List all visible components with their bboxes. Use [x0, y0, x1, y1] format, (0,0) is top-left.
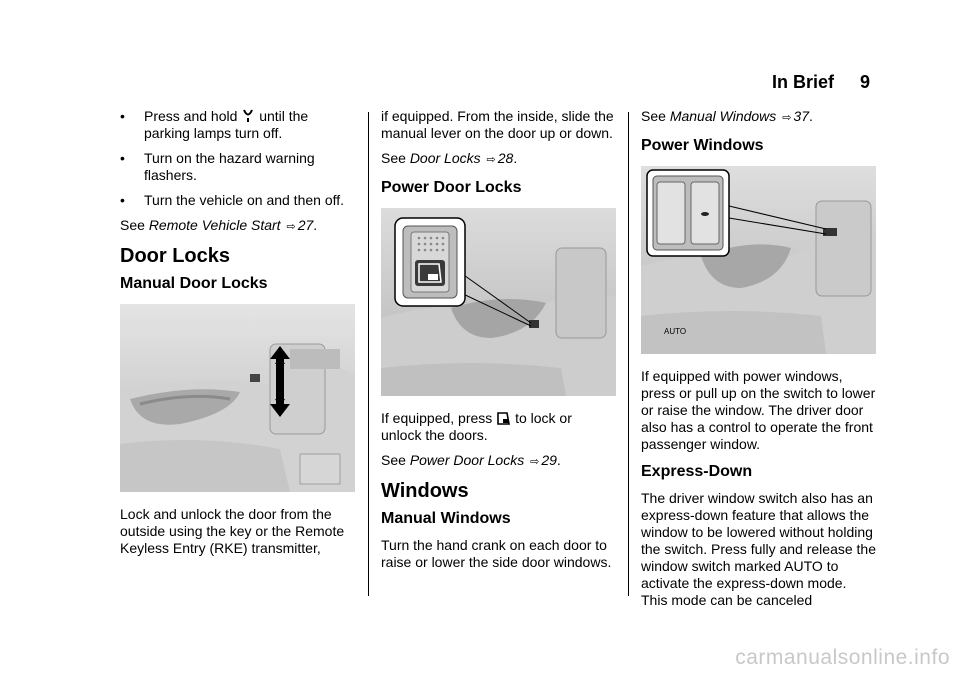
bullet-text: Turn the vehicle on and then off. [144, 192, 345, 208]
page-ref-number[interactable]: 28 [497, 150, 514, 166]
power-lock-illustration [381, 208, 616, 396]
see-reference: See Door Locks ⇨ 28. [381, 150, 518, 166]
heading-door-locks: Door Locks [120, 245, 231, 267]
column-2 [381, 108, 616, 579]
see-prefix: See [381, 150, 406, 166]
bullet-dot: • [120, 192, 125, 208]
power-lock-text-post: to lock or unlock the doors. [381, 410, 572, 443]
column-1 [120, 108, 355, 565]
section-title: In Brief [771, 72, 834, 92]
column-divider-2 [628, 112, 629, 596]
bullet-text-post: until the parking lamps turn off. [144, 108, 309, 141]
bullet-dot: • [120, 150, 125, 166]
auto-switch-label: AUTO [664, 327, 687, 336]
page-ref-arrow-icon: ⇨ [782, 112, 792, 124]
heading-manual-door-locks: Manual Door Locks [120, 275, 268, 292]
bullet-text-pre: Press and hold [144, 108, 238, 124]
bullet-item [120, 192, 355, 209]
see-reference: See Remote Vehicle Start ⇨ 27. [120, 217, 318, 233]
door-lock-icon [497, 412, 510, 425]
remote-start-icon [242, 109, 254, 123]
page-ref-arrow-icon: ⇨ [286, 221, 296, 233]
door-illustration [120, 304, 355, 492]
figure-power-windows [641, 166, 876, 354]
figure-power-door-lock [381, 208, 616, 396]
watermark: carmanualsonline.info [735, 646, 950, 669]
see-prefix: See [641, 108, 666, 124]
see-reference: See Power Door Locks ⇨ 29. [381, 452, 561, 468]
paragraph-continued: if equipped. From the inside, slide the manual lever on the door up or down. [381, 108, 614, 141]
cross-reference-link[interactable]: Manual Windows [669, 108, 777, 124]
heading-windows: Windows [381, 480, 469, 502]
page-number: 9 [859, 72, 870, 92]
bullet-dot: • [120, 108, 125, 124]
page-ref-number[interactable]: 27 [297, 217, 314, 233]
paragraph-express-down: The driver window switch also has an express-down feature that allows the window to be lowered without holding the switch. Press fully and release the window switch marked AUTO to activate the express-down mode. This mode can be canceled [641, 490, 877, 608]
see-prefix: See [381, 452, 406, 468]
page-ref-arrow-icon: ⇨ [486, 154, 496, 166]
see-prefix: See [120, 217, 145, 233]
power-lock-text-pre: If equipped, press [381, 410, 493, 426]
page-ref-number[interactable]: 29 [541, 452, 557, 468]
see-reference: See Manual Windows ⇨ 37. [641, 108, 813, 124]
paragraph-power-windows: If equipped with power windows, press or pull up on the switch to lower or raise the window. The driver door also has a control to operate the front passenger window. [641, 368, 876, 452]
page-header [772, 72, 870, 93]
heading-express-down: Express-Down [641, 463, 753, 480]
paragraph-manual-windows: Turn the hand crank on each door to raise or lower the side door windows. [381, 537, 612, 570]
page-ref-arrow-icon: ⇨ [530, 456, 540, 468]
cross-reference-link[interactable]: Remote Vehicle Start [148, 217, 281, 233]
paragraph-power-door-locks [381, 410, 616, 444]
bullet-text [144, 108, 355, 142]
bullet-item [120, 108, 355, 142]
bullet-text: Turn on the hazard warning flashers. [144, 150, 315, 183]
heading-manual-windows: Manual Windows [381, 510, 511, 527]
power-window-illustration [641, 166, 876, 354]
page-ref-number[interactable]: 37 [793, 108, 809, 124]
column-3 [641, 108, 876, 617]
cross-reference-link[interactable]: Power Door Locks [409, 452, 525, 468]
cross-reference-link[interactable]: Door Locks [409, 150, 481, 166]
heading-power-windows: Power Windows [641, 137, 764, 154]
paragraph-manual-door-locks: Lock and unlock the door from the outside using the key or the Remote Keyless Entry (RKE) transmitter, [120, 506, 345, 556]
heading-power-door-locks: Power Door Locks [381, 179, 522, 196]
bullet-item [120, 150, 355, 184]
figure-manual-door-lock [120, 304, 355, 492]
column-divider-1 [368, 112, 369, 596]
